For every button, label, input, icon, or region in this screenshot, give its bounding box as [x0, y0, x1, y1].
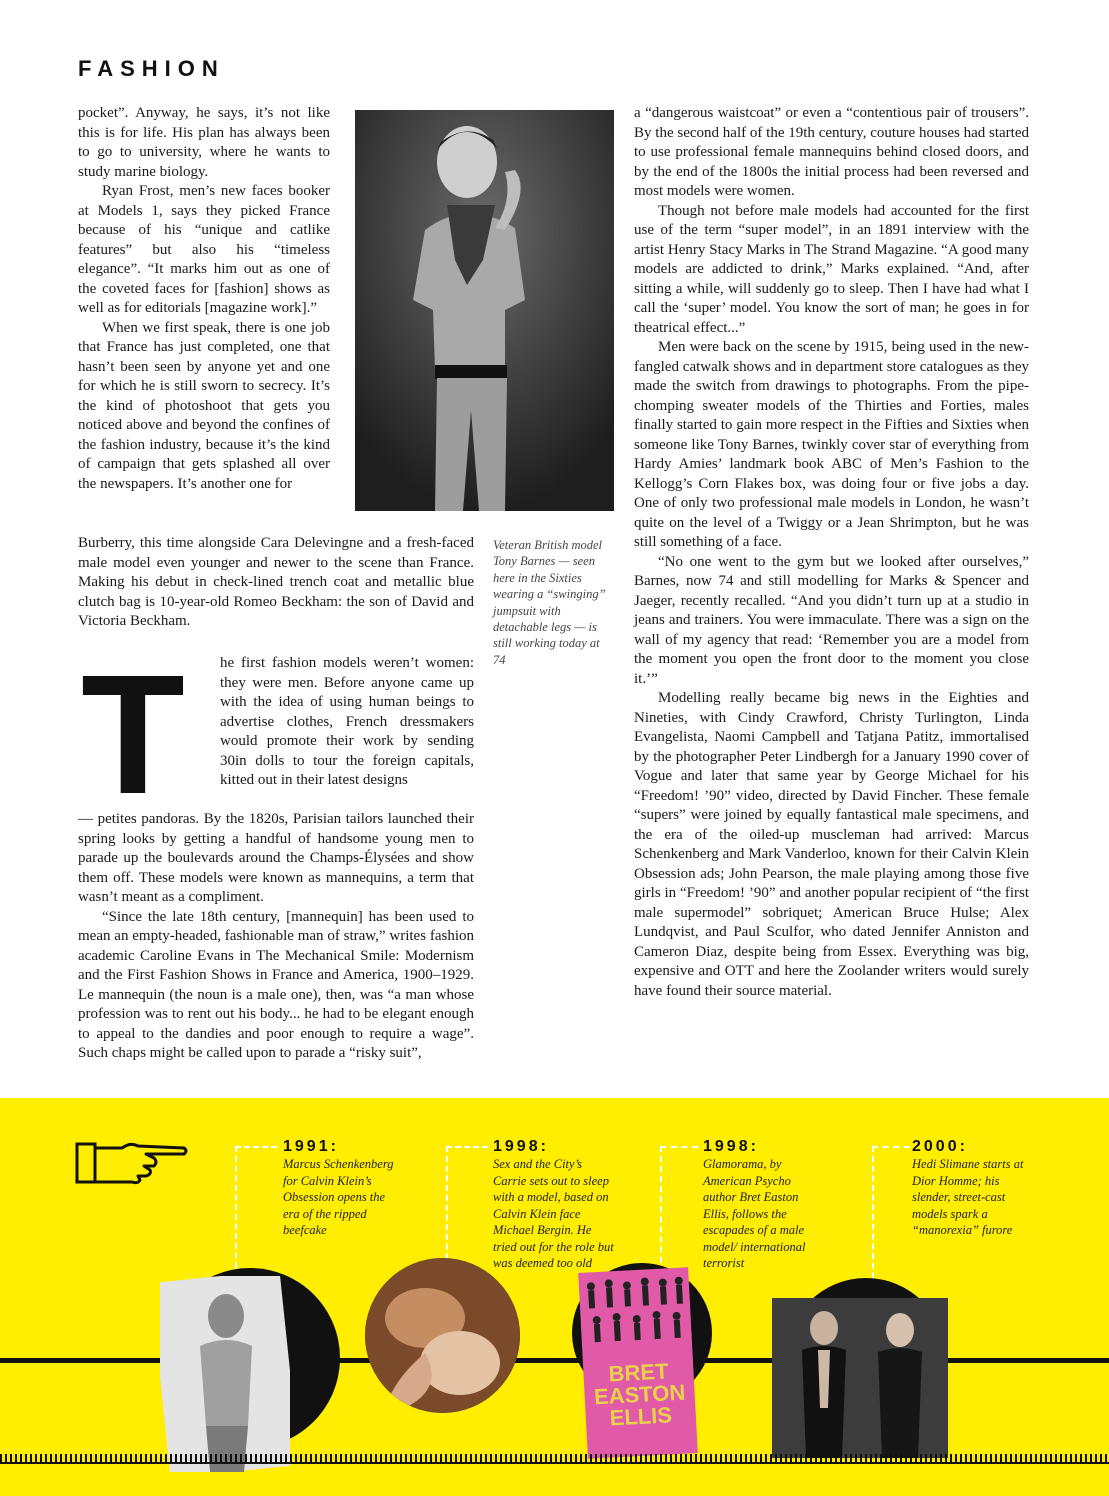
paragraph: Ryan Frost, men’s new faces booker at Models 1, says they picked France because of his “unique and catlike features” but also his “timeless elegance”. “It marks him out as one of the coveted faces for [fashion] shows as well as for editorials [magazine work].” [78, 183, 330, 316]
article-column-left-lower [78, 810, 474, 1064]
timeline-year: 1998: [493, 1138, 549, 1155]
pointing-hand-icon [74, 1136, 189, 1188]
tony-barnes-photo [355, 110, 614, 511]
paragraph: “Since the late 18th century, [mannequin] has been used to mean an empty-headed, fashionable man of straw,” writes fashion academic Caroline Evans in The Mechanical Smile: Modernism and the First Fashion Shows in France and America, 1900–1929. Le mannequin (the noun is a male one), then, was “a man whose profession was to rent out his body... he had to be elegant enough to appeal to the dandies and poor enough to require a wage”. Such chaps might be called upon to parade a “risky suit”, [78, 908, 474, 1061]
paragraph: Burberry, this time alongside Cara Delevingne and a fresh-faced male model even younger and newer to the scene than France. Making his debut in check-lined trench coat and metallic blue clutch bag is 10-year-old Romeo Beckham: the son of David and Victoria Beckham. [78, 535, 474, 629]
glamorama-book-cover [578, 1267, 698, 1459]
timeline-year: 2000: [912, 1138, 968, 1155]
article-column-right [634, 104, 1029, 1001]
timeline-entry-1991 [283, 1138, 403, 1239]
dropcap-letter: T [81, 640, 185, 830]
article-column-left-top [78, 104, 330, 494]
book-title: BRET EASTON ELLIS [593, 1358, 686, 1431]
paragraph: Men were back on the scene by 1915, being used in the new-fangled catwalk shows and in department store catalogues as they made the switch from drawings to photographs. From the pipe-chomping sweater models of the Thirties and Forties, males finally started to gain more respect in the Fifties and Sixties when someone like Tony Barnes, twinkly cover star of everything from Hardy Amies’ landmark book ABC of Men’s Fashion to the Kellogg’s Corn Flakes box, was doing four or five jobs a day. One of only two professional male models in London, he wasn’t quite on the level of a Twiggy or a Jean Shrimpton, but he was still something of a face. [634, 339, 1029, 550]
timeline-year: 1998: [703, 1138, 759, 1155]
schenkenberg-photo [160, 1276, 290, 1472]
photo-caption: Veteran British model Tony Barnes — seen here in the Sixties wearing a “swinging” jumpsuit with detachable legs — is still working today at 74 [493, 538, 606, 667]
model-photo-illustration [355, 110, 614, 511]
timeline-band [0, 1098, 1109, 1496]
timeline-entry-1998-b [703, 1138, 818, 1272]
timeline-text: Hedi Slimane starts at Dior Homme; his slender, street-cast models spark a “manorexia” furore [912, 1157, 1024, 1237]
paragraph: a “dangerous waistcoat” or even a “contentious pair of trousers”. By the second half of the 19th century, couture houses had started to use professional female mannequins behind closed doors, and by the end of the 1800s the initial process had been reversed and most models were women. [634, 105, 1029, 199]
paragraph: “No one went to the gym but we looked after ourselves,” Barnes, now 74 and still modelling for Marks & Spencer and Jaeger, recently recalled. “And you didn’t turn up at a studio in jeans and trainers. You were immaculate. There was a sign on the wall of my agency that read: ‘Remember you are a model from the moment you open the front door to the moment you close it.’” [634, 553, 1029, 687]
dropcap-paragraph: he first fashion models weren’t women: they were men. Before anyone came up with the idea of using human beings to advertise clothes, French dressmakers would promote their work by sending 30in dolls to tour the foreign capitals, kitted out in their latest designs [220, 655, 474, 788]
timeline-year: 1991: [283, 1138, 339, 1155]
dior-homme-runway-photo [772, 1298, 948, 1458]
timeline-bracket [872, 1146, 910, 1298]
carrie-scene-photo [365, 1258, 520, 1413]
article-column-left-continued [78, 534, 474, 632]
paragraph: When we first speak, there is one job that France has just completed, one that hasn’t been seen by anyone yet and one for which he is still sworn to secrecy. It’s the kind of photoshoot that gets you noticed above and beyond the confines of the fashion industry, because it’s the kind of campaign that gets splashed all over the newspapers. It’s another one for [78, 319, 330, 492]
paragraph: Though not before male models had accounted for the first use of the term “super model”, in an 1891 interview with the artist Henry Stacy Marks in The Strand Magazine. “A good many models are addicted to drink,” Marks explained. “And, after sitting a while, will suddenly go to sleep. Then I have had what I call the ‘super’ model. You know the sort of man; he goes in for theatrical effect...” [634, 202, 1029, 336]
section-label: FASHION [78, 56, 225, 81]
paragraph: pocket”. Anyway, he says, it’s not like this is for life. His plan has always been to go to university, where he wants to study marine biology. [78, 105, 330, 180]
timeline-text: Glamorama, by American Psycho author Bret Easton Ellis, follows the escapades of a male model/ international terrorist [703, 1157, 806, 1270]
timeline-entry-2000 [912, 1138, 1030, 1239]
timeline-bracket [235, 1146, 277, 1278]
timeline-entry-1998-a [493, 1138, 615, 1272]
ruler-baseline [0, 1462, 1109, 1464]
timeline-text: Sex and the City’s Carrie sets out to sleep with a model, based on Calvin Klein face Michael Bergin. He tried out for the role but was deemed too old [493, 1157, 614, 1270]
paragraph: Modelling really became big news in the Eighties and Nineties, with Cindy Crawford, Christy Turlington, Linda Evangelista, Naomi Campbell and Tatjana Patitz, immortalised by the photographer Peter Lindbergh for a January 1990 cover of Vogue and later that same year by George Michael for his “Freedom! ’90” video, directed by David Fincher. These female “supers” were joined by equally fantastical male specimens, and the era of the oiled-up muscleman had arrived: Marcus Schenkenberg and Mark Vanderloo, known for their Calvin Klein Obsession ads; John Pearson, the male playing among those five girls in “Freedom! ’90” and another popular recipient of “the first male supermodel” sobriquet; American Bruce Hulse; Alex Lundqvist, and Paul Sculfor, who dated Jennifer Anniston and Cameron Diaz, despite being from Essex. Everything was big, expensive and OTT and here the Zoolander writers would surely have found their source material. [634, 690, 1029, 999]
paragraph: — petites pandoras. By the 1820s, Parisian tailors launched their spring looks by getting a handful of handsome young men to parade up the boulevards around the Champs-Élysées and show them off. These models were known as mannequins, a term that wasn’t meant as a compliment. [78, 811, 474, 905]
timeline-text: Marcus Schenkenberg for Calvin Klein’s Obsession opens the era of the ripped beefcake [283, 1157, 394, 1237]
